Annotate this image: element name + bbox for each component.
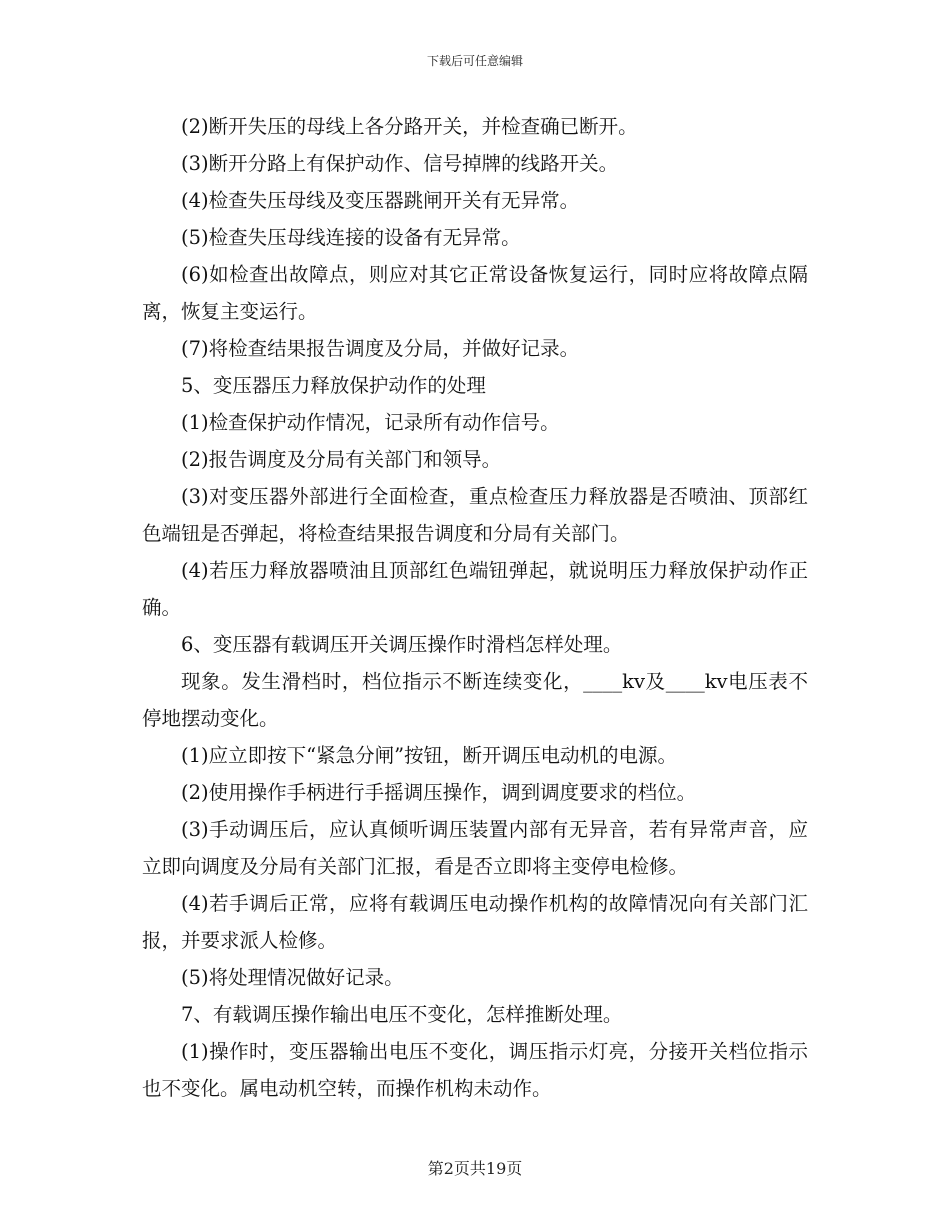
paragraph: (7)将检查结果报告调度及分局，并做好记录。 [181, 337, 580, 360]
paragraph: (3)断开分路上有保护动作、信号掉牌的线路开关。 [181, 152, 619, 175]
paragraph: 现象。发生滑档时，档位指示不断连续变化，____kv及____kv电压表不停地摆动变化。 [142, 670, 808, 730]
paragraph: (1)应立即按下“紧急分闸”按钮，断开调压电动机的电源。 [181, 744, 678, 767]
page-header: 下载后可任意编辑 [426, 54, 523, 68]
page-footer: 第2页共19页 [427, 1159, 523, 1178]
paragraph: (4)若压力释放器喷油且顶部红色端钮弹起，就说明压力释放保护动作正确。 [142, 559, 808, 619]
paragraph: (6)如检查出故障点，则应对其它正常设备恢复运行，同时应将故障点隔离，恢复主变运行。 [142, 263, 808, 323]
paragraph: (2)使用操作手柄进行手摇调压操作，调到调度要求的档位。 [181, 781, 697, 804]
paragraph: (5)检查失压母线连接的设备有无异常。 [181, 226, 521, 249]
paragraph: (2)报告调度及分局有关部门和领导。 [181, 448, 502, 471]
document-body [142, 108, 808, 1107]
paragraph: (3)手动调压后，应认真倾听调压装置内部有无异音，若有异常声音，应立即向调度及分局有关部门汇报，看是否立即将主变停电检修。 [142, 818, 808, 878]
section-heading: 7、有载调压操作输出电压不变化，怎样推断处理。 [181, 1003, 623, 1026]
paragraph: (1)操作时，变压器输出电压不变化，调压指示灯亮，分接开关档位指示也不变化。属电动机空转，而操作机构未动作。 [142, 1040, 808, 1100]
paragraph: (5)将处理情况做好记录。 [181, 966, 404, 989]
paragraph: (4)检查失压母线及变压器跳闸开关有无异常。 [181, 189, 580, 212]
paragraph: (1)检查保护动作情况，记录所有动作信号。 [181, 411, 560, 434]
section-heading: 6、变压器有载调压开关调压操作时滑档怎样处理。 [181, 633, 623, 656]
paragraph: (2)断开失压的母线上各分路开关，并检查确已断开。 [181, 115, 638, 138]
paragraph: (3)对变压器外部进行全面检查，重点检查压力释放器是否喷油、顶部红色端钮是否弹起，将检查结果报告调度和分局有关部门。 [142, 485, 808, 545]
section-heading: 5、变压器压力释放保护动作的处理 [181, 374, 486, 397]
paragraph: (4)若手调后正常，应将有载调压电动操作机构的故障情况向有关部门汇报，并要求派人检修。 [142, 892, 808, 952]
